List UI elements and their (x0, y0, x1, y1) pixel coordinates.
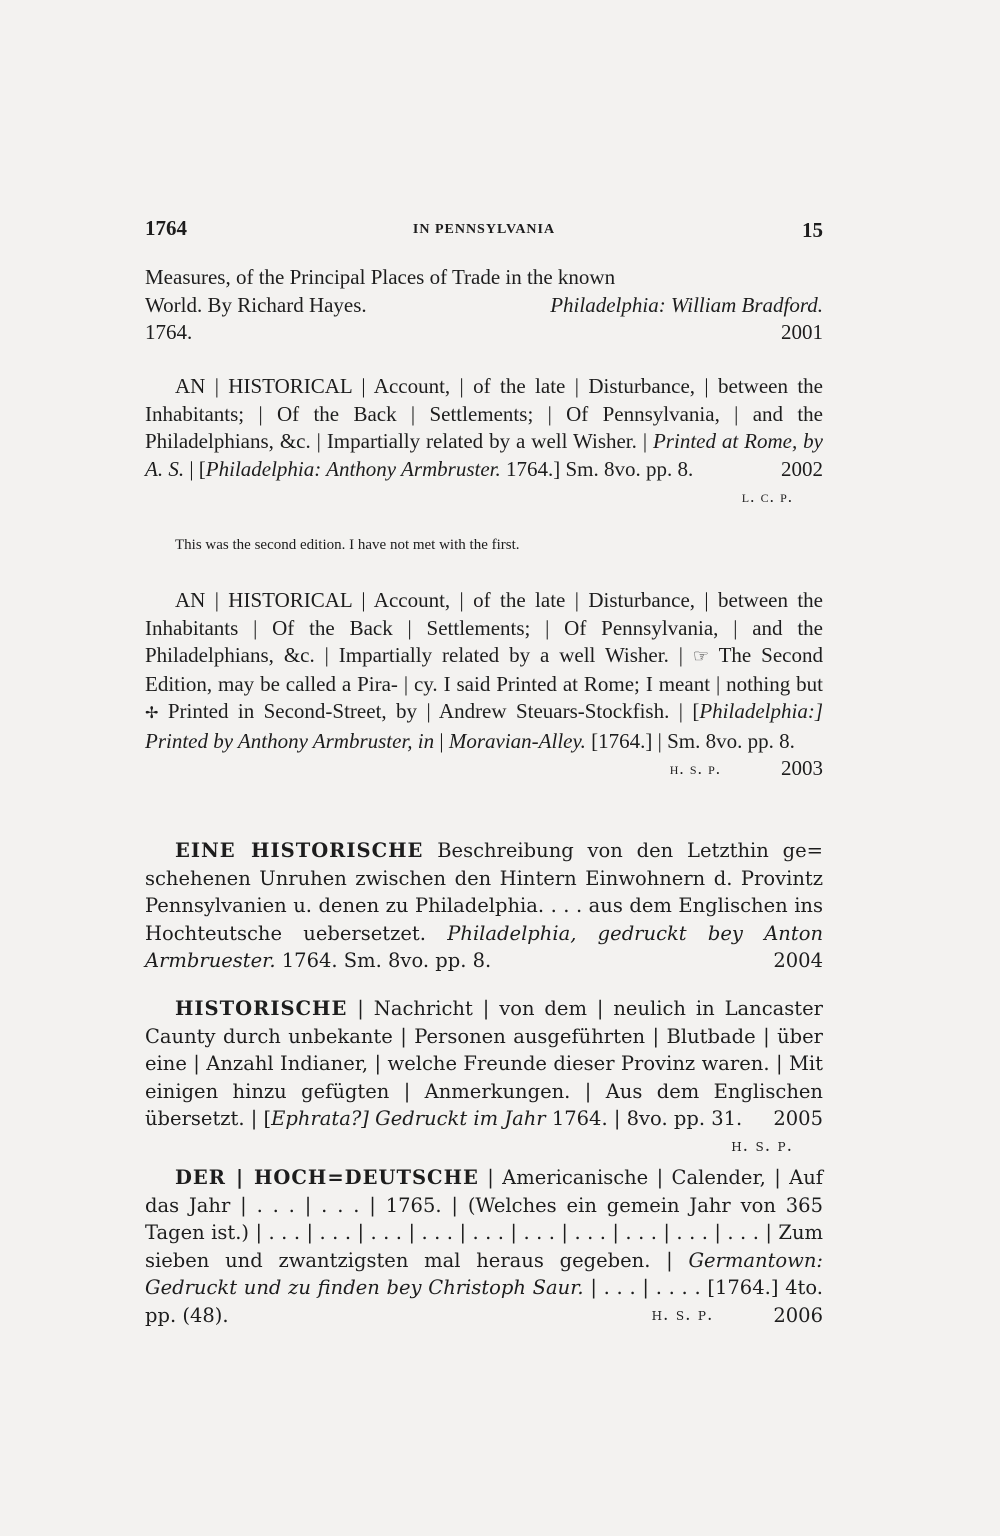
entry-number: 2006 (773, 1303, 823, 1327)
entry-text: | (434, 728, 449, 753)
entry-imprint: Printed at Rome, by A. S. (145, 429, 823, 481)
entry-text: AN | HISTORICAL | Account, | of the late | Disturbance, | between the Inhabitants; | Of the Back | Settlements; | Of Pennsylvania, | and the Philadelphians, &c. | Impartially related by a well Wisher. | (145, 374, 823, 453)
entry-2002 (145, 373, 823, 511)
entry-text: Printed in Second-Street, by | Andrew Steuars-Stockfish. | [ (167, 699, 700, 723)
entry-text: [1764.] | Sm. 8vo. pp. 8. (591, 728, 795, 753)
entry-number: 2001 (781, 320, 823, 344)
entry-body (145, 587, 823, 780)
entry-text: | Americanische | Calender, | Auf das Jahr | . . . | . . . | 1765. | (Welches ein gemein Jahr von 365 Tagen ist.) | . . . | . . . | . . . | . . . | . . . | . . . | . . . | . . . | . . . | . . . | Zum sieben und zwantzigsten mal heraus gegeben. | (145, 1166, 823, 1272)
entry-text: 1764. Sm. 8vo. pp. 8. (275, 949, 492, 972)
entry-body (145, 373, 823, 506)
entry-2005 (145, 995, 823, 1160)
entry-text: World. By Richard Hayes. (145, 292, 367, 317)
running-title: IN PENNSYLVANIA (412, 222, 556, 237)
entry-text: | . . . | . . . . [1764.] 4to. pp. (48). (145, 1276, 823, 1327)
entry-2003 (145, 587, 823, 783)
entry-text: 1764. | 8vo. pp. 31. (545, 1107, 743, 1130)
entry-text: 1764.] Sm. 8vo. pp. 8. (500, 456, 694, 481)
entry-title-caps: EINE HISTORISCHE (175, 839, 424, 862)
entry-imprint: Germantown: Gedruckt und zu finden bey Christoph Saur. (145, 1248, 823, 1299)
entry-text: The Second Edition, may be called a Pira- | cy. I said Printed at Rome; I meant | nothing but (145, 643, 823, 696)
entry-line (145, 319, 823, 347)
entry-imprint: Ephrata?] (271, 1107, 369, 1130)
entry-text: AN | HISTORICAL | Account, | of the late | Disturbance, | between the Inhabitants | Of the Back | Settlements; | Of Pennsylvania, | and the Philadelphians, &c. | Impartially related by a well Wisher. | (145, 588, 823, 667)
entry-number: 2005 (773, 1107, 823, 1130)
entry-provenance: h. s. p. (651, 1304, 714, 1325)
entry-provenance: l. c. p. (741, 487, 793, 506)
entry-text: Beschreibung von den Letzthin ge= schehenen Unruhen zwischen den Hintern Einwohnern d. Provintz Pennsylvanien u. denen zu Philadelphia. . . . aus dem Englischen ins Hochteutsche uebersetzet. (145, 839, 823, 945)
entry-title-caps: DER | HOCH=DEUTSCHE (175, 1166, 479, 1189)
page-header (145, 216, 823, 250)
entry-body (145, 1164, 823, 1329)
entry-imprint: Philadelphia: Anthony Armbruster. (205, 456, 501, 481)
entry-imprint: Moravian-Alley. (448, 728, 586, 753)
entry-date: 1764. (145, 320, 193, 344)
entry-2006 (145, 1164, 823, 1329)
entry-number: 2003 (781, 756, 823, 780)
header-year: 1764 (145, 216, 187, 240)
entry-imprint: Philadelphia: William Bradford. (550, 292, 823, 317)
entry-provenance: h. s. p. (731, 1135, 793, 1156)
entry-number: 2004 (773, 949, 823, 972)
cross-icon: ✢ (145, 705, 159, 722)
entry-imprint: Philadelphia:] (699, 699, 823, 723)
entry-note: This was the second edition. I have not met with the first. (175, 537, 520, 553)
entry-line: Measures, of the Principal Places of Trade in the known (145, 265, 616, 289)
entry-body (145, 837, 823, 975)
entry-body (145, 995, 823, 1156)
entry-2001 (145, 264, 823, 347)
page-number: 15 (802, 218, 823, 242)
entry-text: | Nachricht | von dem | neulich in Lancaster Caunty durch unbekante | Personen ausgeführten | Blutbade | über eine | Anzahl Indianer, | welche Freunde dieser Provinz waren. | Mit einigen hinzu gefügten | Anmerkungen. | Aus dem Englischen übersetzt. | [ (145, 997, 823, 1130)
entry-text: | [ (184, 456, 206, 481)
entry-imprint: Philadelphia, gedruckt bey Anton Armbruester. (145, 921, 824, 972)
entry-imprint: Printed by Anthony Armbruster, in (145, 728, 435, 753)
pointing-hand-icon: ☞ (692, 646, 710, 666)
entry-provenance: h. s. p. (669, 759, 721, 778)
entry-line (145, 292, 823, 320)
entry-2004 (145, 837, 823, 975)
entry-imprint: Gedruckt im Jahr (375, 1107, 546, 1130)
entry-title-caps: HISTORISCHE (175, 997, 348, 1020)
entry-number: 2002 (781, 456, 823, 481)
